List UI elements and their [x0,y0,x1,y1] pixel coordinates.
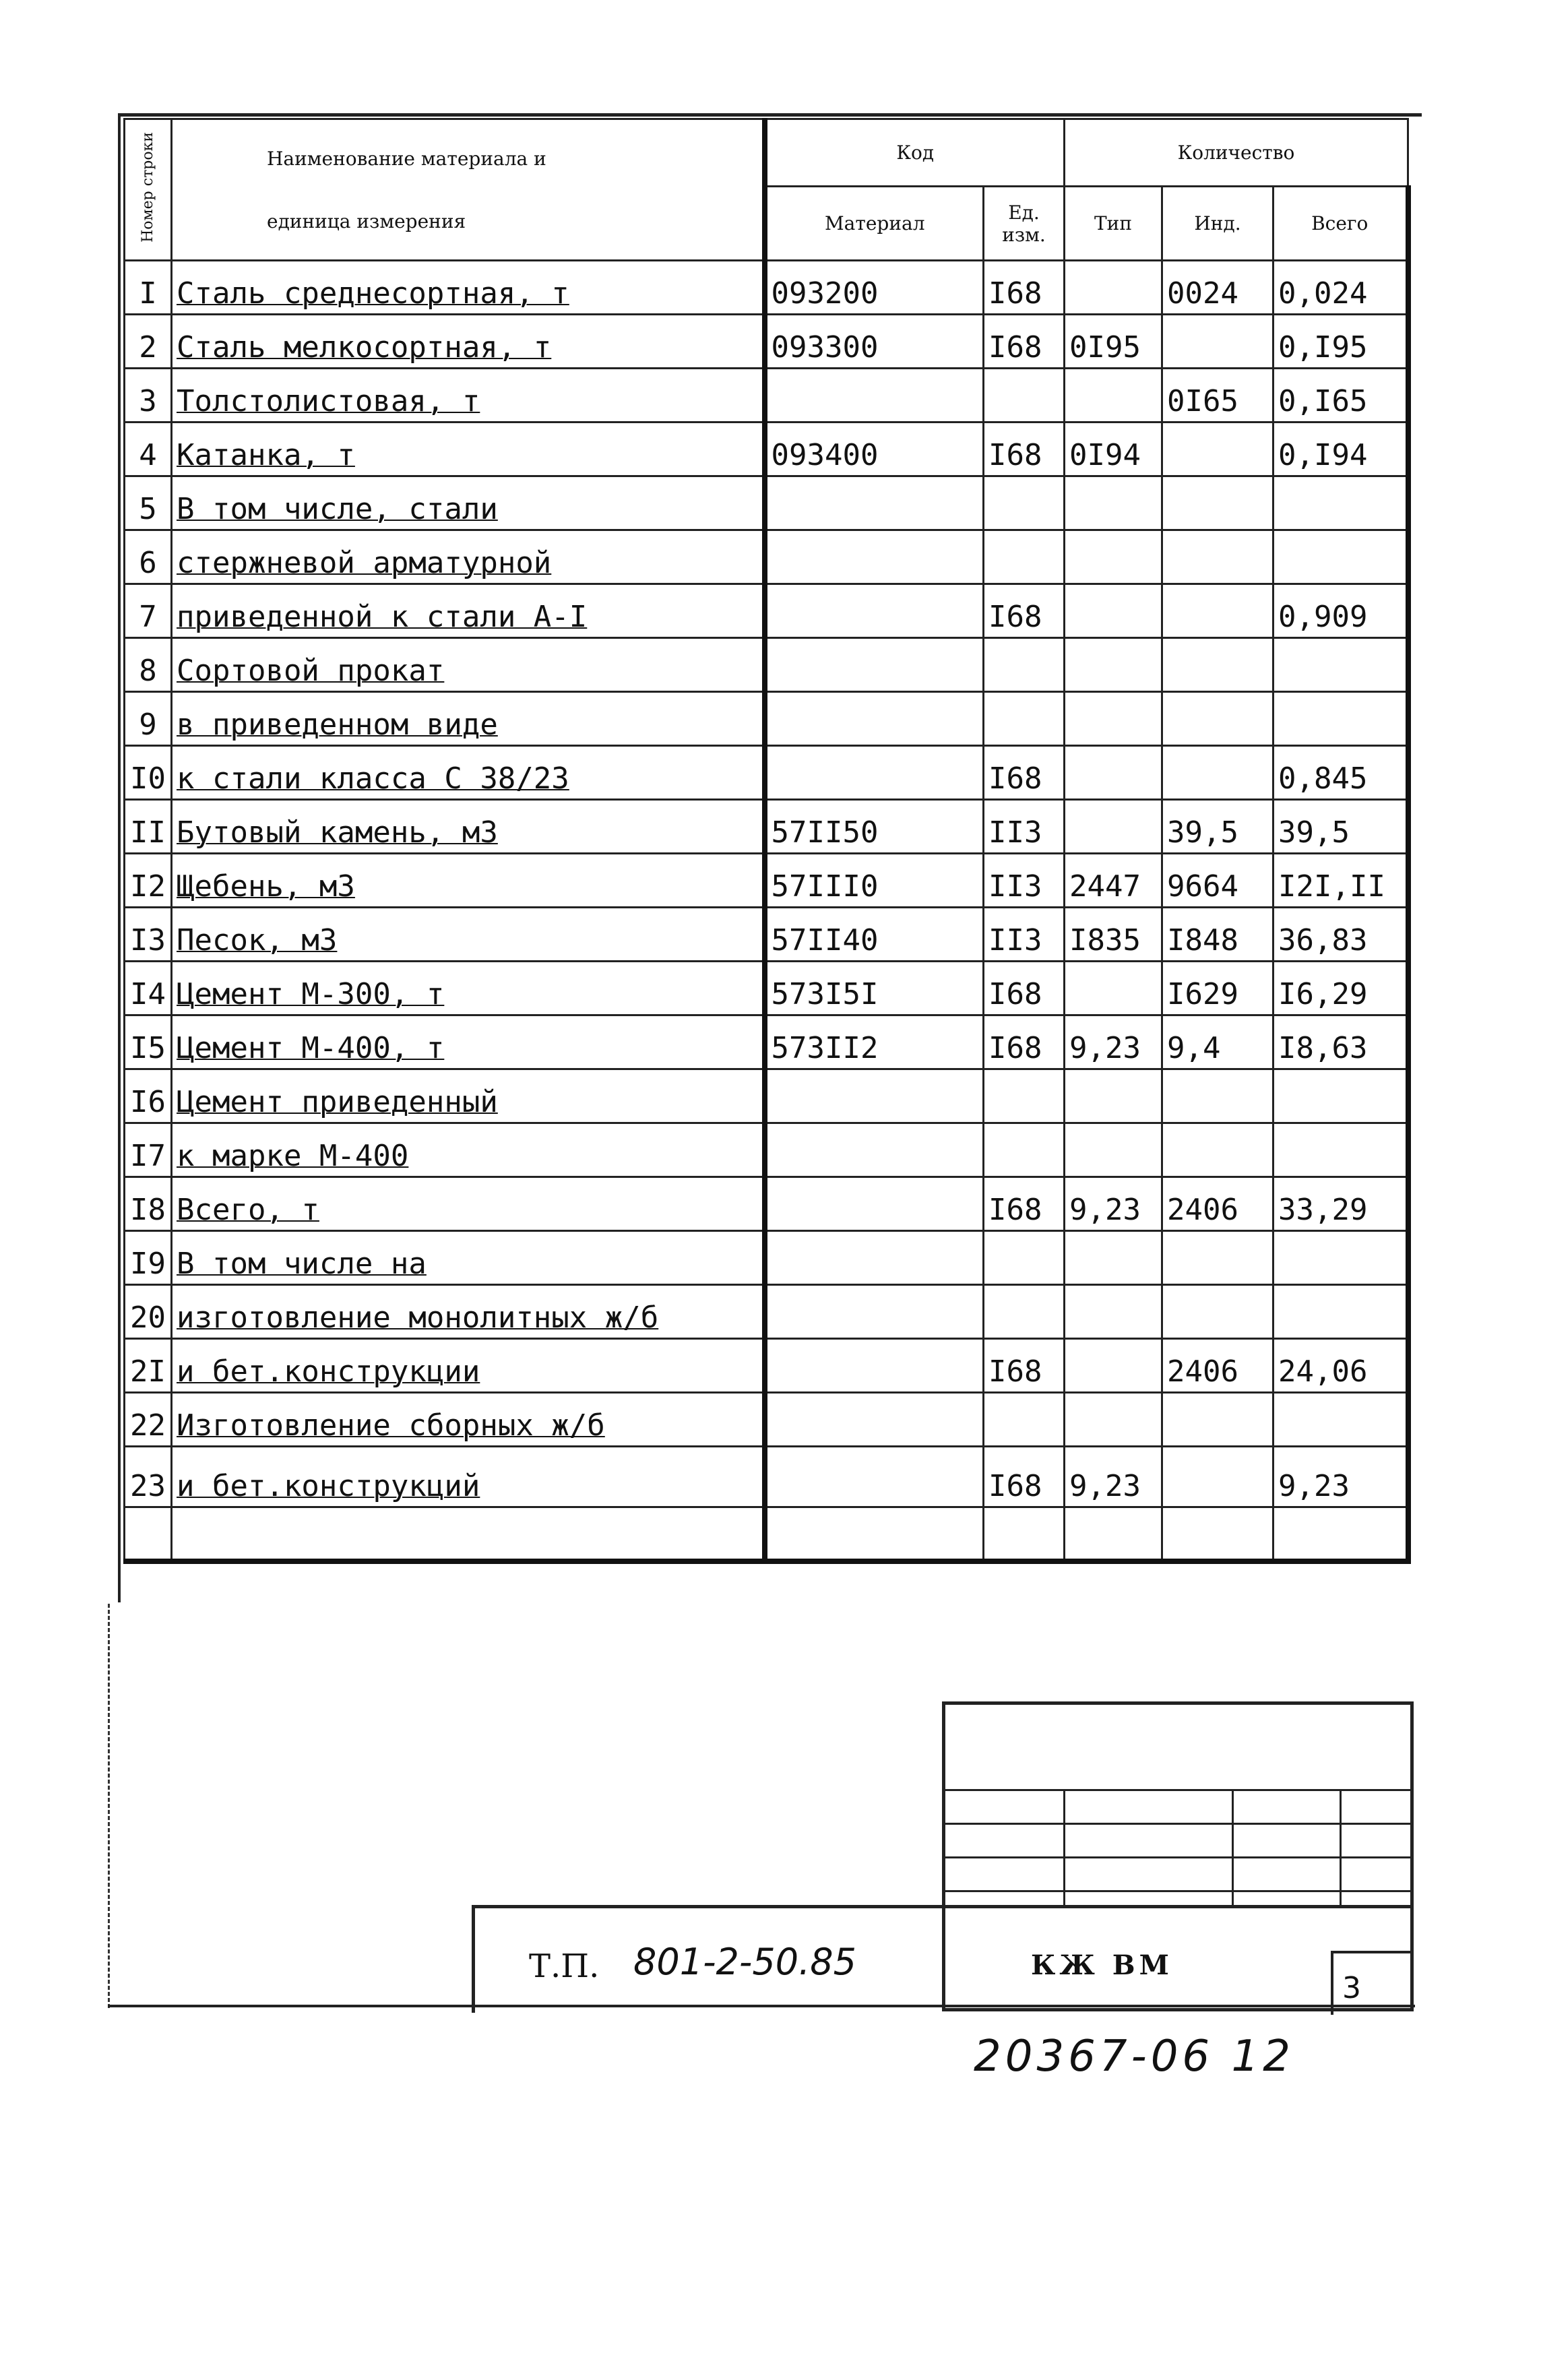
row-number-cell: I4 [125,962,172,1015]
type-qty-cell [1065,638,1162,692]
material-name-cell: Сортовой прокат [172,638,765,692]
material-code-cell [765,1177,984,1231]
type-qty-cell [1065,692,1162,746]
total-qty-cell: 9,23 [1273,1447,1408,1507]
type-qty-cell: 2447 [1065,854,1162,908]
type-qty-cell: 0I95 [1065,315,1162,369]
type-qty-cell [1065,1069,1162,1123]
material-name-header [172,119,765,261]
material-name-cell: Цемент М-400, т [172,1015,765,1069]
row-number-cell: I5 [125,1015,172,1069]
material-code-cell [765,1285,984,1339]
material-code-cell: 573II2 [765,1015,984,1069]
row-number-cell: I3 [125,908,172,962]
material-code-header: Материал [765,187,984,261]
material-code-cell [765,369,984,422]
unit-cell [984,1285,1065,1339]
row-number-cell: 23 [125,1447,172,1507]
material-code-cell [765,638,984,692]
table-row [125,422,1408,476]
material-name-cell: и бет.конструкций [172,1447,765,1507]
row-number-header-text: Номер строки [139,132,156,243]
total-qty-cell: 0,024 [1273,261,1408,315]
row-number-cell: I8 [125,1177,172,1231]
stamp-col-line [1340,1789,1342,1907]
ind-qty-cell: 9664 [1162,854,1273,908]
material-code-cell [765,1447,984,1507]
material-name-cell: к стали класса С 38/23 [172,746,765,800]
total-qty-cell: I2I,II [1273,854,1408,908]
unit-cell [984,1507,1065,1561]
ind-qty-cell [1162,692,1273,746]
total-qty-cell [1273,476,1408,530]
ind-qty-cell [1162,1447,1273,1507]
table-row [125,476,1408,530]
unit-cell: II3 [984,908,1065,962]
ind-qty-cell [1162,1069,1273,1123]
total-qty-cell [1273,1285,1408,1339]
type-qty-cell [1065,1393,1162,1447]
material-name-cell: Цемент приведенный [172,1069,765,1123]
material-name-cell: В том числе на [172,1231,765,1285]
table-row [125,530,1408,584]
row-number-cell: 5 [125,476,172,530]
material-name-cell: Цемент М-300, т [172,962,765,1015]
ind-qty-cell: 39,5 [1162,800,1273,854]
type-header: Тип [1065,187,1162,261]
type-qty-cell [1065,962,1162,1015]
ind-qty-cell [1162,1393,1273,1447]
material-code-cell [765,1507,984,1561]
type-qty-cell [1065,1507,1162,1561]
table-row [125,1015,1408,1069]
total-header: Всего [1273,187,1408,261]
unit-cell: I68 [984,1015,1065,1069]
ind-qty-cell [1162,746,1273,800]
title-block [472,1905,1412,2013]
type-qty-cell [1065,1285,1162,1339]
total-qty-cell [1273,1123,1408,1177]
quantity-header: Количество [1065,119,1408,187]
material-code-cell [765,584,984,638]
unit-cell: I68 [984,1177,1065,1231]
type-qty-cell [1065,746,1162,800]
ind-qty-cell [1162,476,1273,530]
unit-cell: II3 [984,800,1065,854]
ind-qty-cell: I848 [1162,908,1273,962]
ind-header: Инд. [1162,187,1273,261]
total-qty-cell [1273,1231,1408,1285]
total-qty-cell: 39,5 [1273,800,1408,854]
ind-qty-cell: 0I65 [1162,369,1273,422]
row-number-cell: 2I [125,1339,172,1393]
type-qty-cell [1065,261,1162,315]
table-row [125,854,1408,908]
ind-qty-cell [1162,638,1273,692]
title-block-bottom-line [108,2005,1415,2007]
row-number-cell: 2 [125,315,172,369]
type-qty-cell [1065,1339,1162,1393]
unit-cell [984,530,1065,584]
ind-qty-cell [1162,530,1273,584]
total-qty-cell [1273,530,1408,584]
material-name-cell: Сталь среднесортная, т [172,261,765,315]
table-row [125,1231,1408,1285]
material-name-cell: и бет.конструкции [172,1339,765,1393]
total-qty-cell [1273,638,1408,692]
material-code-cell: 57II50 [765,800,984,854]
materials-table-body [125,261,1408,1561]
unit-cell [984,692,1065,746]
material-code-cell [765,692,984,746]
material-code-cell: 57III0 [765,854,984,908]
table-row [125,908,1408,962]
materials-table [123,118,1411,1564]
material-name-cell: стержневой арматурной [172,530,765,584]
material-code-cell: 57II40 [765,908,984,962]
total-qty-cell: 36,83 [1273,908,1408,962]
row-number-cell: 9 [125,692,172,746]
unit-cell [984,476,1065,530]
material-code-cell [765,530,984,584]
material-code-cell: 093300 [765,315,984,369]
row-number-cell [125,1507,172,1561]
table-row [125,638,1408,692]
type-qty-cell [1065,800,1162,854]
type-qty-cell: 0I94 [1065,422,1162,476]
ind-qty-cell [1162,1231,1273,1285]
ind-qty-cell: 0024 [1162,261,1273,315]
row-number-cell: I2 [125,854,172,908]
unit-cell: I68 [984,746,1065,800]
row-number-cell: 3 [125,369,172,422]
material-name-header-line1: Наименование материала и [267,147,546,170]
row-number-cell: I6 [125,1069,172,1123]
total-qty-cell: 0,845 [1273,746,1408,800]
total-qty-cell: I6,29 [1273,962,1408,1015]
ind-qty-cell [1162,1123,1273,1177]
material-code-cell [765,1231,984,1285]
type-qty-cell: I835 [1065,908,1162,962]
total-qty-cell [1273,692,1408,746]
table-row [125,962,1408,1015]
unit-cell: II3 [984,854,1065,908]
material-name-cell: изготовление монолитных ж/б [172,1285,765,1339]
table-row [125,746,1408,800]
material-name-cell: В том числе, стали [172,476,765,530]
material-code-cell: 573I5I [765,962,984,1015]
table-row [125,1177,1408,1231]
material-code-cell: 093200 [765,261,984,315]
total-qty-cell: 0,909 [1273,584,1408,638]
table-row [125,1123,1408,1177]
material-name-cell: в приведенном виде [172,692,765,746]
ind-qty-cell: I629 [1162,962,1273,1015]
row-number-cell: I7 [125,1123,172,1177]
row-number-cell: I [125,261,172,315]
section-code: КЖ ВМ [1031,1949,1173,1981]
unit-cell: I68 [984,1339,1065,1393]
ind-qty-cell [1162,422,1273,476]
unit-cell [984,369,1065,422]
material-name-cell: к марке М-400 [172,1123,765,1177]
total-qty-cell: 0,I65 [1273,369,1408,422]
type-qty-cell: 9,23 [1065,1177,1162,1231]
table-row [125,1069,1408,1123]
type-qty-cell [1065,1231,1162,1285]
material-name-cell: Песок, м3 [172,908,765,962]
total-qty-cell: 33,29 [1273,1177,1408,1231]
unit-cell [984,1393,1065,1447]
ind-qty-cell [1162,1285,1273,1339]
unit-cell [984,1069,1065,1123]
table-row [125,1447,1408,1507]
row-number-cell: II [125,800,172,854]
archive-number: 20367-06 12 [974,2032,1294,2081]
table-row [125,1339,1408,1393]
unit-cell: I68 [984,422,1065,476]
total-qty-cell [1273,1507,1408,1561]
material-name-cell: Бутовый камень, м3 [172,800,765,854]
material-code-cell: 093400 [765,422,984,476]
material-name-cell: Толстолистовая, т [172,369,765,422]
ind-qty-cell [1162,1507,1273,1561]
table-row [125,1393,1408,1447]
table-row [125,692,1408,746]
total-qty-cell [1273,1069,1408,1123]
total-qty-cell [1273,1393,1408,1447]
row-number-cell: I9 [125,1231,172,1285]
row-number-cell: I0 [125,746,172,800]
unit-cell: I68 [984,261,1065,315]
sheet-number: 3 [1342,1971,1361,2005]
stamp-col-line [1063,1789,1065,1907]
tp-number: 801-2-50.85 [633,1941,856,1983]
type-qty-cell [1065,1123,1162,1177]
type-qty-cell: 9,23 [1065,1015,1162,1069]
type-qty-cell [1065,530,1162,584]
row-number-cell: 20 [125,1285,172,1339]
unit-header: Ед. изм. [984,187,1065,261]
unit-cell: I68 [984,584,1065,638]
row-number-cell: 8 [125,638,172,692]
table-row [125,315,1408,369]
material-name-cell: Катанка, т [172,422,765,476]
row-number-cell: 4 [125,422,172,476]
total-qty-cell: 0,I94 [1273,422,1408,476]
material-name-header-line2: единица измерения [267,210,466,232]
material-name-cell: Всего, т [172,1177,765,1231]
ind-qty-cell: 9,4 [1162,1015,1273,1069]
type-qty-cell [1065,476,1162,530]
row-number-cell: 22 [125,1393,172,1447]
material-code-cell [765,1393,984,1447]
total-qty-cell: 24,06 [1273,1339,1408,1393]
tp-label: Т.П. [529,1947,600,1985]
unit-cell [984,638,1065,692]
table-row [125,800,1408,854]
row-number-cell: 6 [125,530,172,584]
unit-cell: I68 [984,1447,1065,1507]
table-row [125,261,1408,315]
material-code-cell [765,1069,984,1123]
table-row [125,369,1408,422]
material-code-cell [765,1123,984,1177]
type-qty-cell [1065,369,1162,422]
row-number-header [125,119,172,261]
material-code-cell [765,746,984,800]
total-qty-cell: I8,63 [1273,1015,1408,1069]
stamp-col-line [1232,1789,1234,1907]
total-qty-cell: 0,I95 [1273,315,1408,369]
binding-margin-line [108,1604,110,2008]
table-row [125,584,1408,638]
table-row [125,1285,1408,1339]
material-name-cell [172,1507,765,1561]
material-name-cell: приведенной к стали А-I [172,584,765,638]
material-code-cell [765,476,984,530]
unit-cell: I68 [984,315,1065,369]
material-name-cell: Изготовление сборных ж/б [172,1393,765,1447]
type-qty-cell: 9,23 [1065,1447,1162,1507]
material-name-cell: Сталь мелкосортная, т [172,315,765,369]
ind-qty-cell: 2406 [1162,1339,1273,1393]
unit-cell [984,1231,1065,1285]
ind-qty-cell [1162,584,1273,638]
table-row [125,1507,1408,1561]
code-header: Код [765,119,1065,187]
unit-cell: I68 [984,962,1065,1015]
unit-cell [984,1123,1065,1177]
ind-qty-cell: 2406 [1162,1177,1273,1231]
material-name-cell: Щебень, м3 [172,854,765,908]
material-code-cell [765,1339,984,1393]
row-number-cell: 7 [125,584,172,638]
type-qty-cell [1065,584,1162,638]
ind-qty-cell [1162,315,1273,369]
